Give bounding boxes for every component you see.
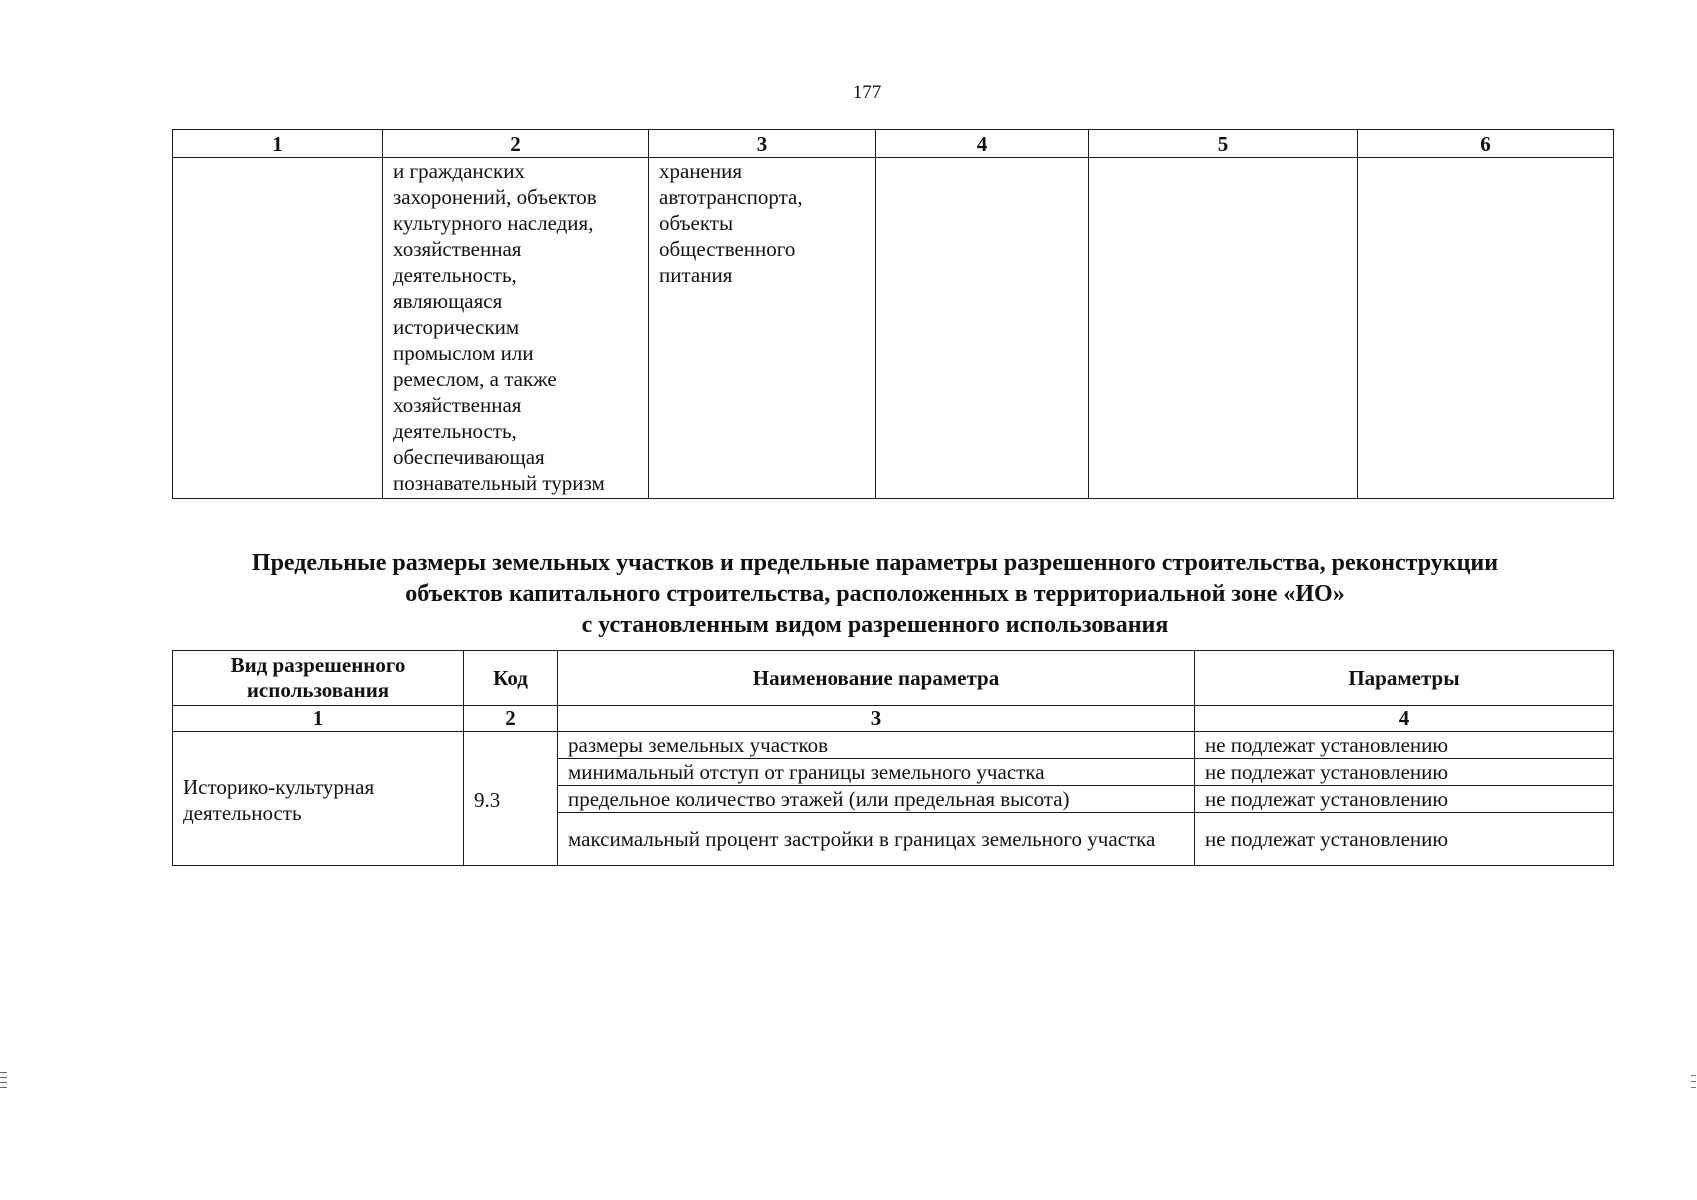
cell-line: деятельность, — [393, 263, 517, 287]
column-number: 4 — [876, 130, 1089, 158]
column-number: 5 — [1089, 130, 1358, 158]
parameter-name: минимальный отступ от границы земельного участка — [558, 759, 1195, 786]
column-header: Код — [464, 651, 558, 706]
column-number: 1 — [173, 706, 464, 732]
column-header: Вид разрешенного использования — [173, 651, 464, 706]
column-number: 3 — [649, 130, 876, 158]
table-row — [173, 158, 1614, 499]
table-cell — [383, 158, 649, 499]
column-header: Параметры — [1195, 651, 1614, 706]
table-cell — [173, 158, 383, 499]
table-row — [173, 732, 1614, 759]
cell-line: промыслом или — [393, 341, 534, 365]
parameter-value: не подлежат установлению — [1195, 786, 1614, 813]
column-number: 4 — [1195, 706, 1614, 732]
use-type-cell: Историко-культурная деятельность — [173, 732, 464, 866]
code-cell: 9.3 — [464, 732, 558, 866]
cell-line: общественного — [659, 237, 796, 261]
cell-line: историческим — [393, 315, 520, 339]
cell-line: хозяйственная — [393, 393, 522, 417]
cell-line: питания — [659, 263, 733, 287]
cell-line: культурного наследия, — [393, 211, 594, 235]
cell-line: деятельность, — [393, 419, 517, 443]
cell-line: и гражданских — [393, 159, 525, 183]
section-title — [160, 548, 1590, 641]
cell-line: являющаяся — [393, 289, 503, 313]
column-number: 2 — [383, 130, 649, 158]
header-row — [173, 651, 1614, 706]
parameter-value: не подлежат установлению — [1195, 732, 1614, 759]
cell-line: хозяйственная — [393, 237, 522, 261]
parameter-value: не подлежат установлению — [1195, 759, 1614, 786]
table-cell — [876, 158, 1089, 499]
cell-line: обеспечивающая — [393, 445, 545, 469]
continuation-table — [172, 129, 1614, 499]
parameter-name: размеры земельных участков — [558, 732, 1195, 759]
table-cell — [1089, 158, 1358, 499]
section-title-line: Предельные размеры земельных участков и предельные параметры разрешенного строительства, реконструкции — [251, 550, 1499, 576]
cell-line: объекты — [659, 211, 734, 235]
column-number: 1 — [173, 130, 383, 158]
table-cell — [649, 158, 876, 499]
parameter-name: предельное количество этажей (или предельная высота) — [558, 786, 1195, 813]
column-number-row — [173, 130, 1614, 158]
table-cell — [1358, 158, 1614, 499]
parameter-value: не подлежат установлению — [1195, 813, 1614, 866]
column-number: 2 — [464, 706, 558, 732]
scan-marks — [1691, 1075, 1697, 1093]
column-number-row — [173, 706, 1614, 732]
cell-line: познавательный туризм — [393, 471, 605, 495]
parameter-name: максимальный процент застройки в границах земельного участка — [558, 813, 1195, 866]
section-title-line: объектов капитального строительства, расположенных в территориальной зоне «ИО» — [405, 581, 1345, 607]
cell-line: хранения — [659, 159, 743, 183]
column-number: 3 — [558, 706, 1195, 732]
cell-line: автотранспорта, — [659, 185, 803, 209]
cell-line: ремеслом, а также — [393, 367, 557, 391]
column-number: 6 — [1358, 130, 1614, 158]
parameters-table — [172, 650, 1614, 866]
page-number: 177 — [852, 82, 882, 103]
cell-line: захоронений, объектов — [393, 185, 597, 209]
scan-marks — [0, 1072, 8, 1092]
column-header: Наименование параметра — [558, 651, 1195, 706]
section-title-line: с установленным видом разрешенного использования — [581, 612, 1169, 638]
